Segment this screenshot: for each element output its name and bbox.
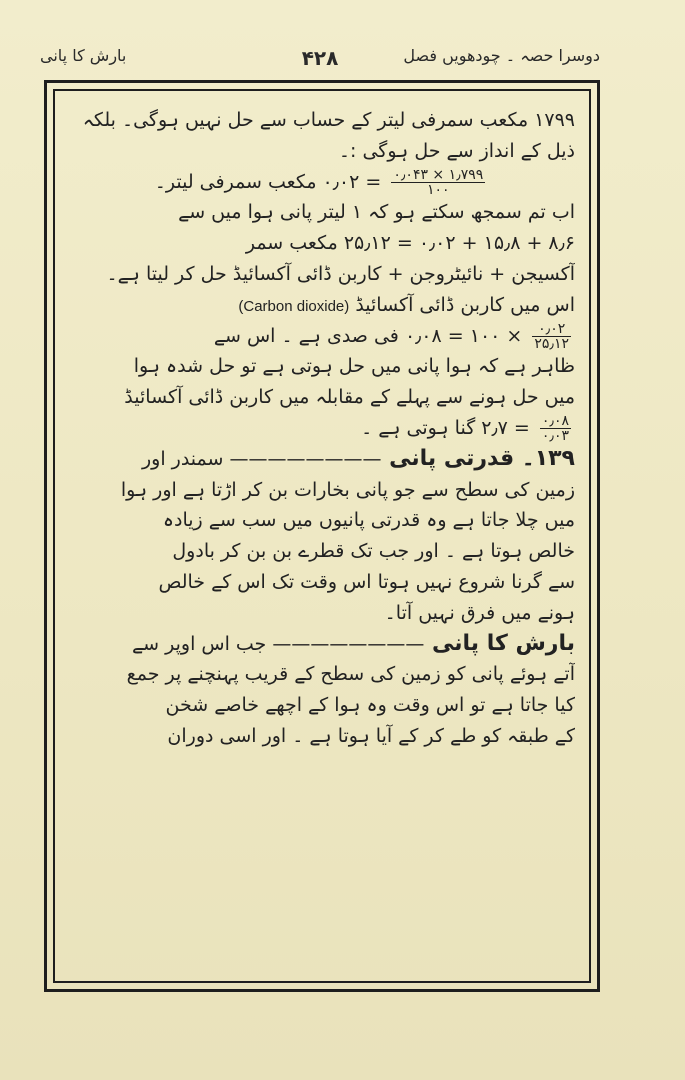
fraction-denominator: ۱۰۰: [427, 181, 450, 198]
section-title: دوسرا حصہ ۔ چودھویں فصل: [403, 46, 600, 65]
text-line: ۸٫۶ + ۱۵٫۸ + ۰٫۰۲ = ۲۵٫۱۲ مکعب سمر: [245, 232, 575, 255]
text-line: ذیل کے انداز سے حل ہوگی :۔: [338, 139, 575, 162]
section-heading-line: ۱۳۹۔ قدرتی پانی ———————— سمندر اور: [141, 445, 575, 471]
fraction-denominator: ۰٫۰۳: [541, 427, 569, 444]
text-line: کیا جاتا ہے تو اس وقت وہ ہوا کے اچھے خاصے شخن: [165, 694, 575, 717]
text-line: [69, 290, 575, 321]
text-line: سے گرنا شروع نہیں ہوتا اس وقت تک اس کے خالص: [158, 570, 575, 593]
text-segment: سمندر اور: [141, 447, 224, 470]
equation-text: × ۱۰۰ = ۰٫۰۸ فی صدی ہے ۔ اس سے: [213, 324, 523, 347]
equation-line: [69, 321, 575, 352]
page-header: [40, 40, 600, 76]
text-line: ۱۷۹۹ مکعب سمرفی لیتر کے حساب سے حل نہیں ہوگی۔ بلکہ: [82, 109, 575, 131]
fraction: [540, 414, 571, 443]
fraction-numerator: ۰٫۰۲: [532, 322, 571, 337]
page-body: [69, 105, 575, 967]
text-segment: اس میں کاربن ڈائی آکسائیڈ: [355, 293, 575, 316]
text-segment: جب اس اوپر سے: [132, 632, 267, 655]
text-line: ظاہر ہے کہ ہوا پانی میں حل ہوتی ہے تو حل شدہ ہوا: [133, 355, 575, 378]
fraction-numerator: ۰٫۰۸: [541, 412, 569, 429]
page-number: ۴۲۸: [301, 46, 339, 70]
page-border: [44, 80, 600, 992]
fraction: [391, 168, 485, 197]
text-line: آکسیجن + نائیٹروجن + کاربن ڈائی آکسائیڈ حل کر لیتا ہے۔: [106, 262, 575, 285]
equation-text: = ۲٫۷ گنا ہوتی ہے ۔: [361, 416, 530, 439]
text-line: زمین کی سطح سے جو پانی بخارات بن کر اڑتا ہے اور ہوا: [120, 478, 575, 501]
latin-term: (Carbon dioxide): [238, 297, 350, 315]
page-inner-border: [53, 89, 591, 983]
text-line: میں حل ہونے سے پہلے کے مقابلہ میں کاربن ڈائی آکسائیڈ: [124, 386, 575, 409]
equation-line: [69, 413, 575, 444]
equation-line: [69, 167, 575, 198]
running-title: بارش کا پانی: [40, 46, 127, 65]
fraction: [532, 322, 571, 351]
fraction-numerator: ۱٫۷۹۹ × ۰٫۰۴۳: [393, 166, 484, 183]
text-line: خالص ہوتا ہے ۔ اور جب تک قطرے بن بن کر بادول: [172, 540, 575, 563]
text-line: اب تم سمجھ سکتے ہو کہ ۱ لیتر پانی ہوا میں سے: [178, 201, 575, 224]
text-line: ہونے میں فرق نہیں آتا۔: [384, 601, 575, 624]
section-heading-line: بارش کا پانی ———————— جب اس اوپر سے: [132, 630, 575, 656]
equation-text: = ۰٫۰۲ مکعب سمرفی لیتر۔: [154, 170, 382, 193]
text-line: کے طبقہ کو طے کر کے آیا ہوتا ہے ۔ اور اسی دوران: [167, 724, 575, 747]
text-line: آتے ہوئے پانی کو زمین کی سطح کے قریب پہنچنے پر جمع: [126, 663, 575, 686]
text-line: میں چلا جاتا ہے وہ قدرتی پانیوں میں سب سے زیادہ: [162, 509, 575, 532]
fraction-denominator: ۲۵٫۱۲: [534, 335, 569, 352]
section-heading: بارش کا پانی: [432, 630, 575, 656]
section-heading: ۱۳۹۔ قدرتی پانی: [389, 445, 575, 471]
